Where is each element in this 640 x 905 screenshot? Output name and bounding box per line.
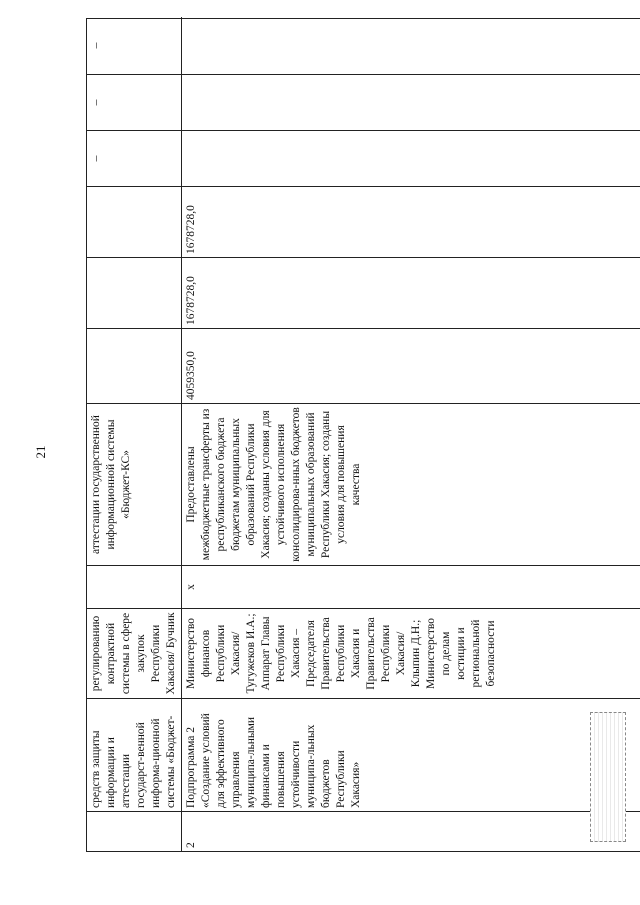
- row2-number: 2: [182, 811, 640, 851]
- row1-name: средств защиты информации и аттестации государст-венной информа-ционной системы «Бюджет-: [87, 698, 182, 811]
- row1-value-2: [87, 257, 182, 328]
- row1-responsible: регулированию контрактной системы в сфере закупок Республики Хакасия/ Бучник Д.А.: [87, 608, 182, 698]
- row1-value-3: [87, 186, 182, 257]
- row1-mark: [87, 565, 182, 608]
- row2-mark: х: [182, 565, 640, 608]
- row2-value-2: 1678728,0: [182, 257, 640, 328]
- row2-value-5: [182, 74, 640, 130]
- row1-value-4: –: [87, 130, 182, 186]
- page-number: 21: [33, 445, 48, 459]
- row2-responsible: Министерство финансов Республики Хакасия/ Тугужеков И.А.; Аппарат Главы Республики Хакасия – Председателя Правительства Республики Хакасия и Правительства Республики Хакасия/ Клыпин Д.Н.; Министерство по делам юстиции и региональной безопасности: [182, 608, 640, 698]
- row1-value-1: [87, 328, 182, 403]
- row1-result: аттестации государственной информационной системы «Бюджет-КС»: [87, 403, 182, 565]
- row1-number: [87, 811, 182, 851]
- row2-result: Предоставлены межбюджетные трансферты из республиканского бюджета бюджетам муниципальных образований Республики Хакасия; созданы условия для устойчивого исполнения консолидирова-нных бюджетов муниципальных образований Республики Хакасия; созданы условия для повышения качества: [182, 403, 640, 565]
- row2-value-3: 1678728,0: [182, 186, 640, 257]
- row2-value-6: [182, 17, 640, 74]
- program-table: [86, 18, 640, 852]
- row2-value-4: [182, 130, 640, 186]
- row2-name: Подпрограмма 2 «Создание условий для эффективного управления муниципа-льными финансами и повышения устойчивости муниципа-льных бюджетов Республики Хакасия»: [182, 698, 640, 811]
- row2-value-1: 4059350,0: [182, 328, 640, 403]
- row1-value-5: –: [87, 74, 182, 130]
- electronic-signature-stamp: [590, 712, 626, 842]
- row1-value-6: –: [87, 17, 182, 74]
